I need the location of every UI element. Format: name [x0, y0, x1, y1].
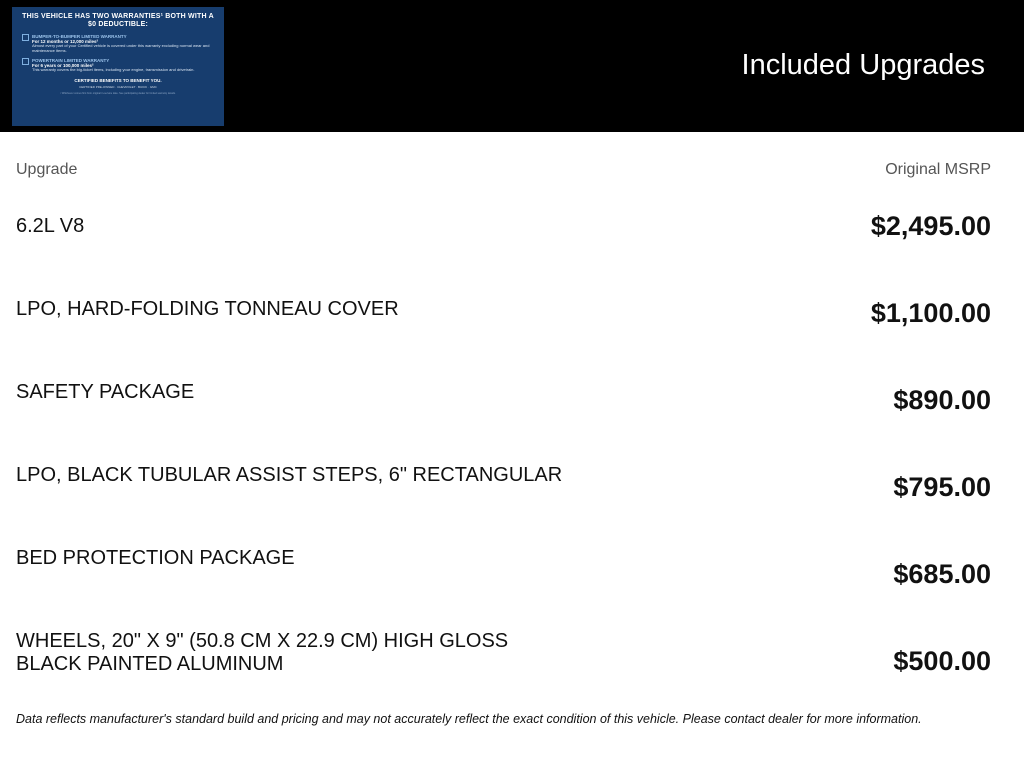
checkbox-icon	[22, 58, 29, 65]
upgrade-price: $890.00	[893, 385, 991, 415]
checkbox-icon	[22, 34, 29, 41]
upgrade-name-line: WHEELS, 20" X 9" (50.8 CM X 22.9 CM) HIGH GLOSS	[16, 630, 509, 652]
warranty-badge-image	[12, 7, 224, 126]
page-header	[0, 0, 1024, 132]
warranty-item-subtitle: For 12 months or 12,000 miles²	[32, 39, 99, 44]
upgrade-name: LPO, BLACK TUBULAR ASSIST STEPS, 6" RECTANGULAR	[16, 464, 563, 486]
disclaimer: Data reflects manufacturer's standard build and pricing and may not accurately reflect the exact condition of this vehicle. Please contact dealer for more information.	[16, 712, 922, 726]
column-header-msrp: Original MSRP	[885, 161, 991, 178]
warranty-fine-print: ¹ Whichever comes first from original in-service date. See participating dealer for limited warranty details.	[60, 91, 176, 95]
warranty-item-body: This warranty covers the big-ticket items, including your engine, transmission and drivetrain.	[32, 67, 195, 73]
page-title: Included Upgrades	[741, 49, 985, 81]
upgrade-name: LPO, HARD-FOLDING TONNEAU COVER	[16, 298, 399, 320]
upgrade-name-line: BLACK PAINTED ALUMINUM	[16, 653, 284, 675]
upgrade-name: 6.2L V8	[16, 215, 85, 237]
upgrade-price: $685.00	[893, 559, 991, 589]
warranty-item-subtitle: For 6 years or 100,000 miles²	[32, 63, 94, 69]
warranty-item-body: Almost every part of your Certified vehicle is covered under this warranty excluding normal wear and maintenance items.	[32, 43, 210, 53]
warranty-item	[22, 34, 214, 53]
warranty-tagline: CERTIFIED BENEFITS TO BENEFIT YOU.	[74, 77, 162, 83]
upgrade-name	[16, 630, 576, 676]
warranty-item	[22, 58, 214, 73]
upgrade-price: $500.00	[893, 646, 991, 676]
upgrade-name: BED PROTECTION PACKAGE	[16, 547, 295, 569]
warranty-item-title: POWERTRAIN LIMITED WARRANTY	[32, 58, 110, 64]
upgrade-price: $2,495.00	[870, 211, 991, 241]
column-header-upgrade: Upgrade	[16, 161, 78, 178]
warranty-headline: THIS VEHICLE HAS TWO WARRANTIES¹ BOTH WITH A $0 DEDUCTIBLE:	[22, 13, 214, 28]
upgrade-price: $795.00	[893, 472, 991, 502]
warranty-item-title: BUMPER-TO-BUMPER LIMITED WARRANTY	[32, 34, 127, 39]
upgrade-name: SAFETY PACKAGE	[16, 381, 195, 403]
upgrade-price: $1,100.00	[870, 298, 991, 328]
brand-logos: CERTIFIED PRE-OWNED · CHEVROLET · BUICK · GMC	[79, 84, 157, 89]
